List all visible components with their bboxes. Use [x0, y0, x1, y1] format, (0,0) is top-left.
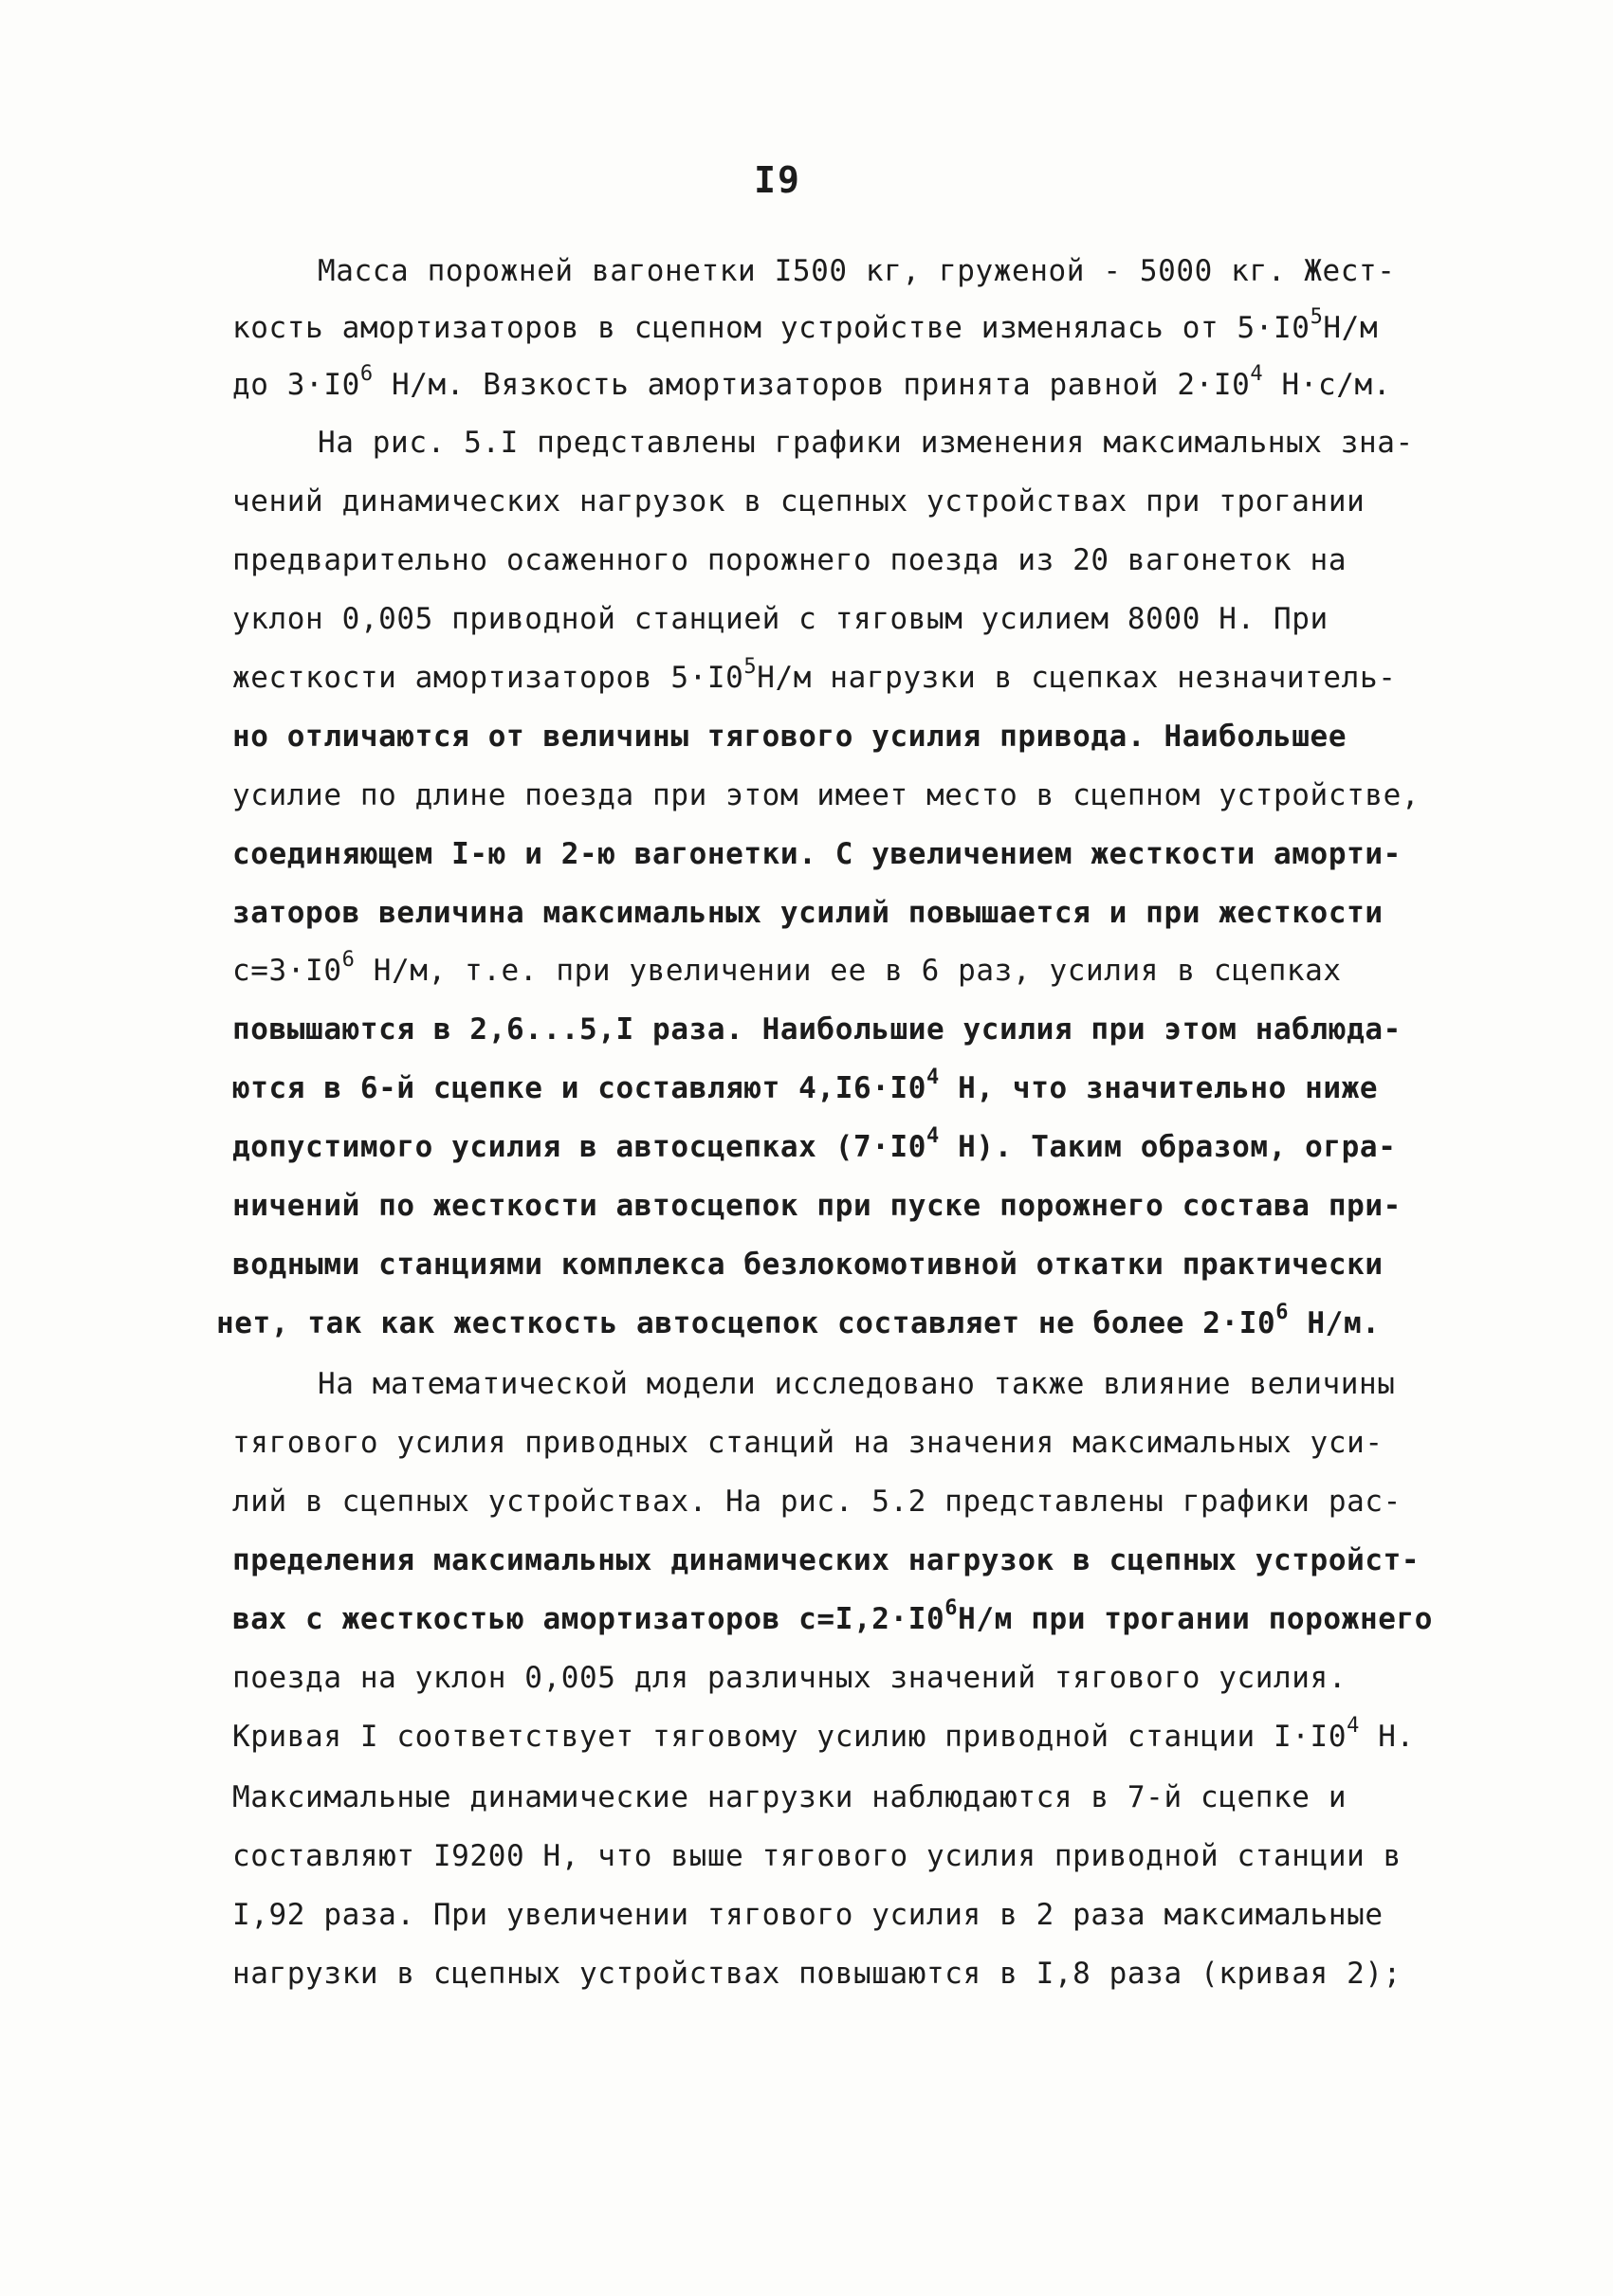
text-line: уклон 0,005 приводной станцией с тяговым усилием 8000 Н. При	[232, 602, 1329, 636]
text-line: водными станциями комплекса безлокомотивной откатки практически	[232, 1248, 1384, 1282]
text-line: тягового усилия приводных станций на значения максимальных уси-	[232, 1426, 1384, 1460]
text-line: На рис. 5.I представлены графики изменения максимальных зна-	[318, 426, 1414, 460]
text-line: усилие по длине поезда при этом имеет место в сцепном устройстве,	[232, 778, 1421, 812]
text-line: составляют I9200 Н, что выше тягового усилия приводной станции в	[232, 1839, 1402, 1873]
text-line: вах с жесткостью амортизаторов $c=I,2\cdot I0^6Н/м$ при трогании порожнего	[232, 1595, 1433, 1636]
text-line: ются в 6-й сцепке и составляют $4,I6\cdot I0^4$ Н, что значительно ниже	[232, 1065, 1379, 1105]
text-line: На математической модели исследовано также влияние величины	[318, 1367, 1396, 1401]
text-line: жесткости амортизаторов $5\cdot I0^5Н/м$ нагрузки в сцепках незначитель-	[232, 654, 1397, 695]
text-line: пределения максимальных динамических нагрузок в сцепных устройст-	[232, 1543, 1421, 1577]
text-line: нагрузки в сцепных устройствах повышаются в I,8 раза (кривая 2);	[232, 1957, 1402, 1991]
text-line: поезда на уклон 0,005 для различных значений тягового усилия.	[232, 1661, 1347, 1695]
text-line: соединяющем I-ю и 2-ю вагонетки. С увеличением жесткости аморти-	[232, 837, 1402, 871]
text-line: Масса порожней вагонетки I500 кг, груженой - 5000 кг. Жест-	[318, 254, 1396, 288]
text-line: I,92 раза. При увеличении тягового усилия в 2 раза максимальные	[232, 1898, 1384, 1932]
text-line: нет, так как жесткость автосцепок составляет не более $2\cdot I0^6$ Н/м.	[216, 1300, 1381, 1340]
text-line: заторов величина максимальных усилий повышается и при жесткости	[232, 896, 1384, 930]
text-line: чений динамических нагрузок в сцепных устройствах при трогании	[232, 484, 1366, 519]
text-line: кость амортизаторов в сцепном устройстве изменялась от $5\cdot I0^5Н/м$	[232, 304, 1379, 345]
page-number: I9	[754, 159, 801, 201]
text-line: $c=3\cdot I0^6$ Н/м, т.е. при увеличении ее в 6 раз, усилия в сцепках	[232, 947, 1342, 988]
text-line: лий в сцепных устройствах. На рис. 5.2 представлены графики рас-	[232, 1485, 1402, 1519]
text-line: ничений по жесткости автосцепок при пуске порожнего состава при-	[232, 1189, 1402, 1223]
text-line: допустимого усилия в автосцепках ($7\cdot I0^4$ Н). Таким образом, огра-	[232, 1123, 1397, 1164]
text-line: но отличаются от величины тягового усилия привода. Наибольшее	[232, 720, 1347, 754]
text-line: повышаются в 2,6...5,I раза. Наибольшие усилия при этом наблюда-	[232, 1012, 1402, 1047]
text-line: Максимальные динамические нагрузки наблюдаются в 7-й сцепке и	[232, 1780, 1347, 1814]
text-line: до $3\cdot I0^6$ Н/м. Вязкость амортизаторов принята равной $2\cdot I0^4$ Н·с/м.	[232, 361, 1392, 402]
text-line: предварительно осаженного порожнего поезда из 20 вагонеток на	[232, 543, 1347, 577]
text-line: Кривая I соответствует тяговому усилию приводной станции $I\cdot I0^4$ Н.	[232, 1713, 1415, 1754]
